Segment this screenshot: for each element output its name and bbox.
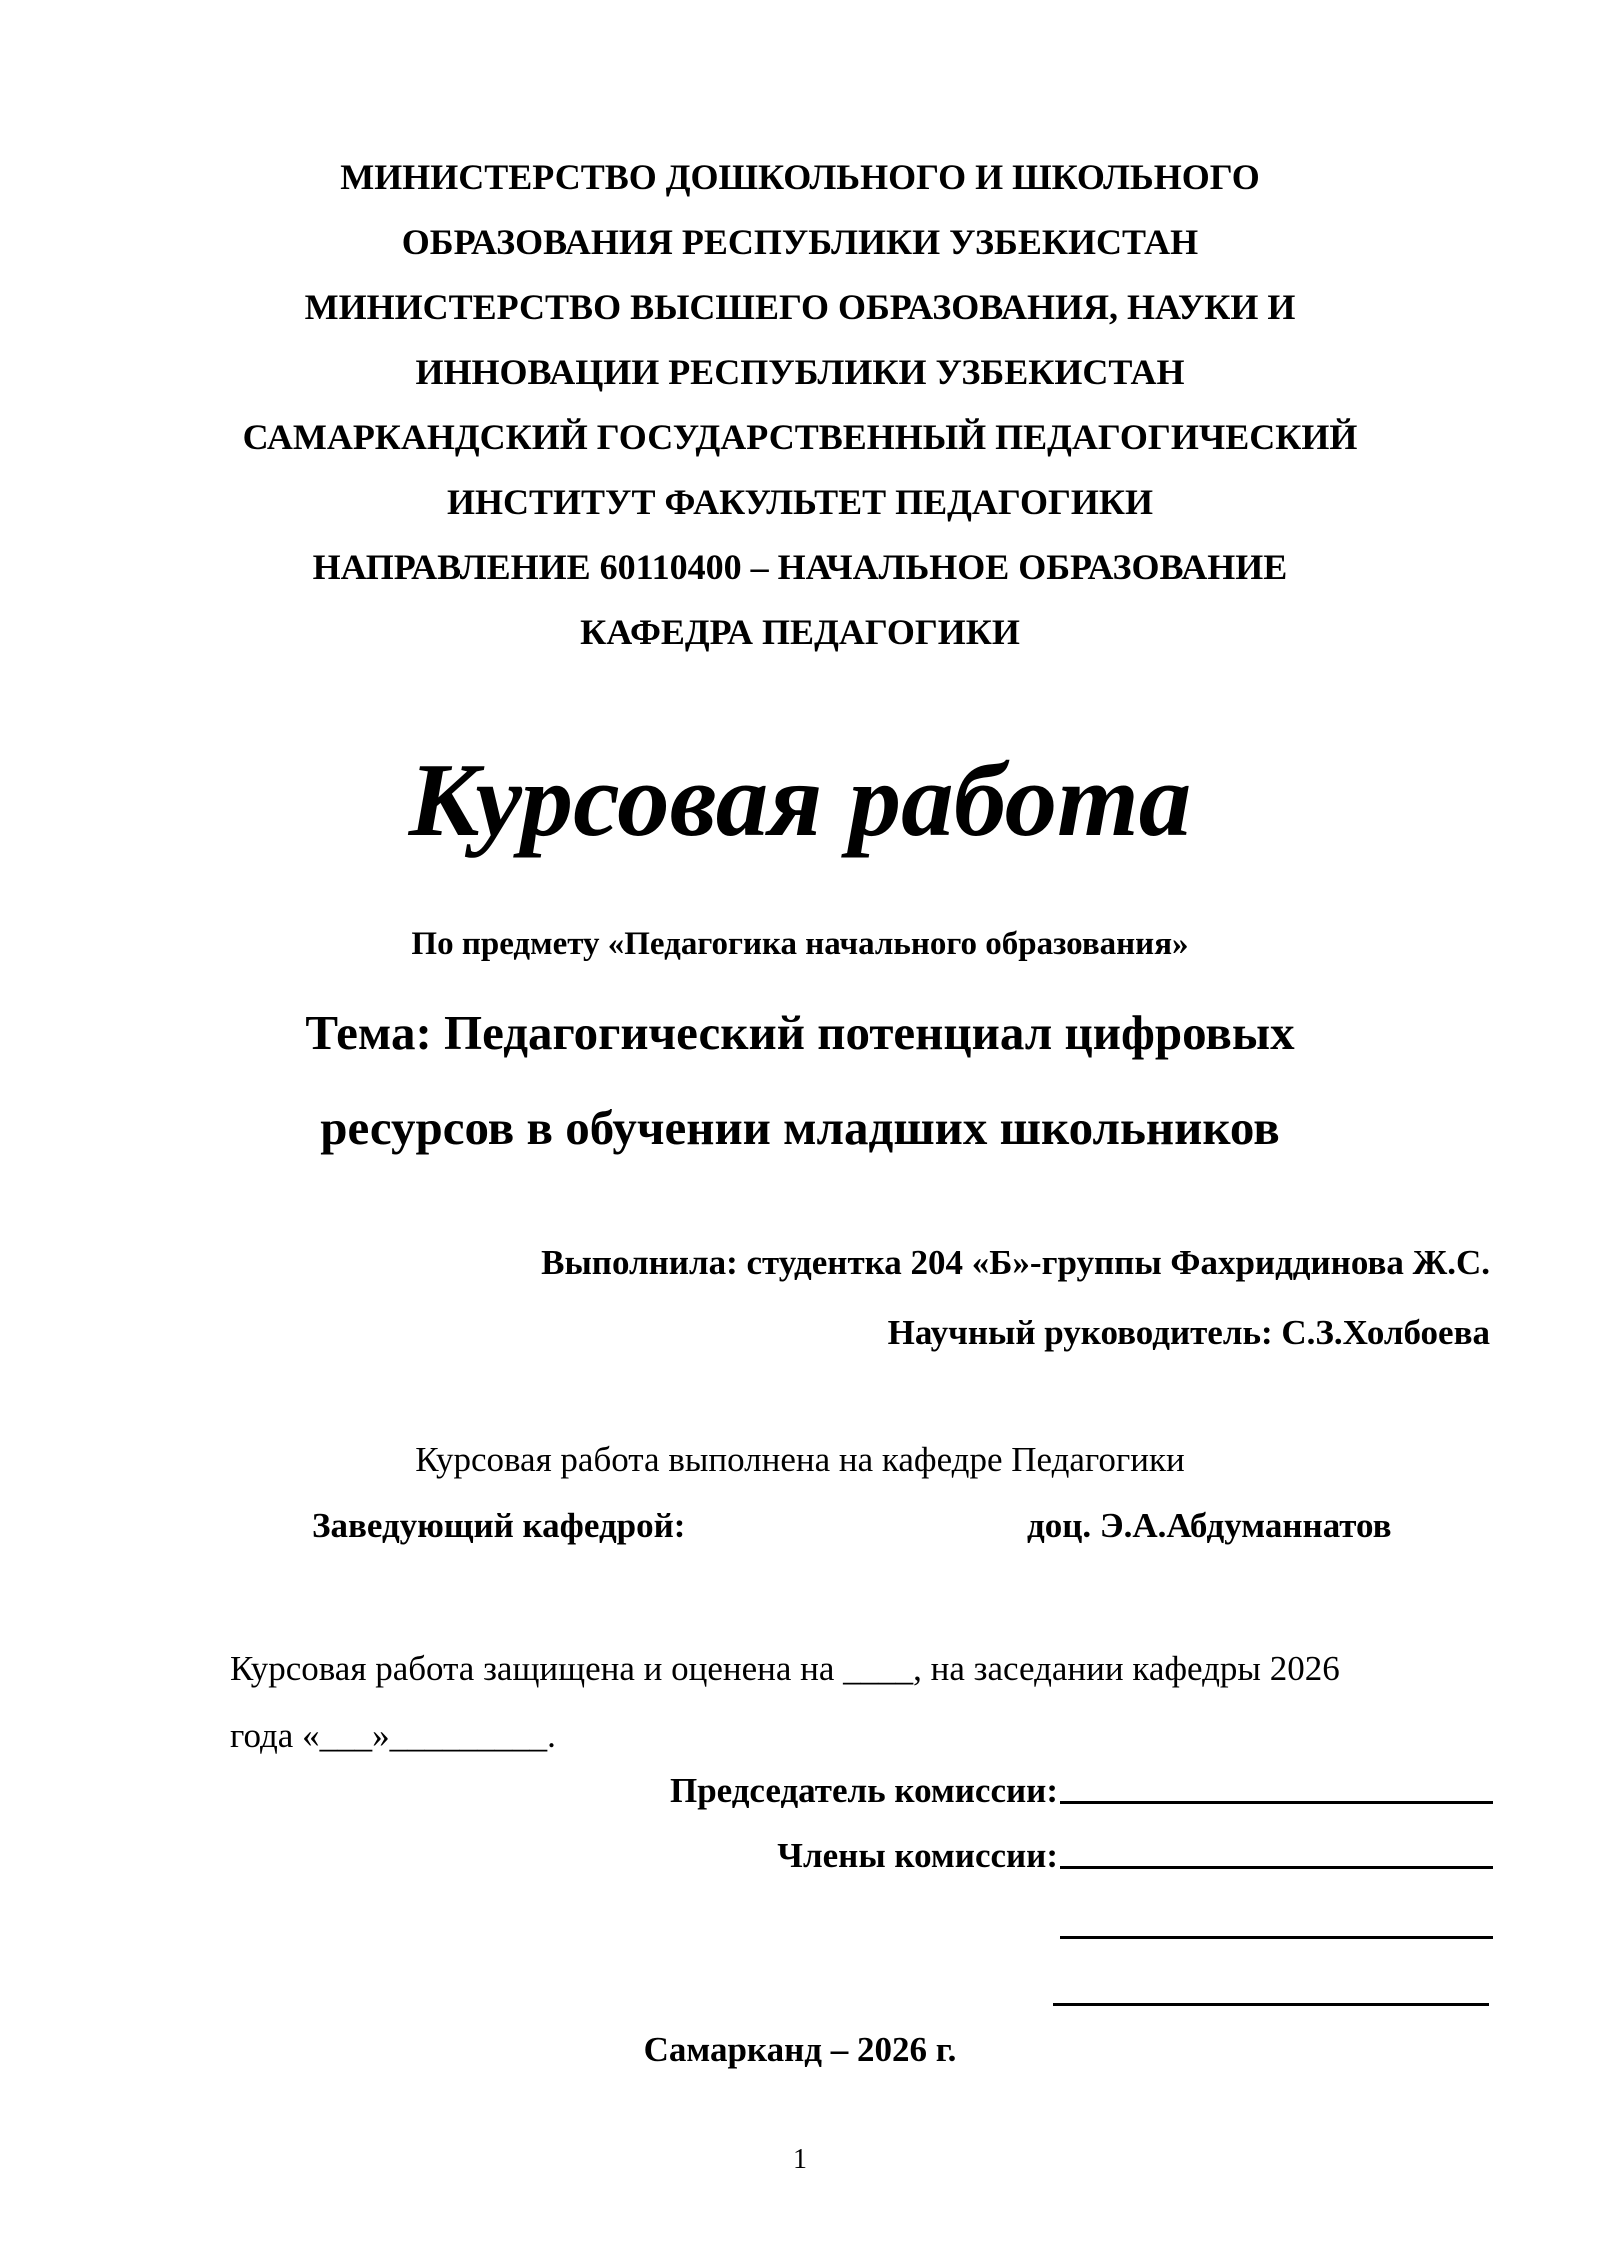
defense-line: Курсовая работа защищена и оценена на ____, на заседании кафедры 2026 — [230, 1649, 1340, 1688]
header-line: НАПРАВЛЕНИЕ 60110400 – НАЧАЛЬНОЕ ОБРАЗОВАНИЕ — [312, 547, 1288, 587]
defense-line: года «___»_________. — [230, 1716, 556, 1755]
scientific-advisor: Научный руководитель: С.З.Холбоева — [887, 1313, 1490, 1352]
department-note: Курсовая работа выполнена на кафедре Педагогики — [415, 1440, 1185, 1479]
commission-chair-label: Председатель комиссии: — [669, 1771, 1058, 1810]
topic-line: ресурсов в обучении младших школьников — [320, 1100, 1280, 1155]
chair-signature-line — [1060, 1801, 1493, 1804]
department-head-name: доц. Э.А.Абдуманнатов — [1027, 1506, 1392, 1545]
header-line: МИНИСТЕРСТВО ВЫСШЕГО ОБРАЗОВАНИЯ, НАУКИ И — [304, 287, 1296, 327]
subject-line: По предмету «Педагогика начального образования» — [411, 926, 1189, 962]
performed-by: Выполнила: студентка 204 «Б»-группы Фахриддинова Ж.С. — [541, 1243, 1490, 1282]
header-line: ИННОВАЦИИ РЕСПУБЛИКИ УЗБЕКИСТАН — [415, 352, 1185, 392]
defense-statement — [230, 1635, 1500, 1769]
header-line: МИНИСТЕРСТВО ДОШКОЛЬНОГО И ШКОЛЬНОГО — [340, 157, 1260, 197]
department-head-label: Заведующий кафедрой: — [312, 1506, 686, 1545]
page-number: 1 — [793, 2144, 807, 2175]
city-year: Самарканд – 2026 г. — [643, 2030, 957, 2069]
institution-header — [0, 145, 1600, 665]
members-signature-line — [1060, 1866, 1493, 1869]
document-title: Курсовая работа — [408, 741, 1192, 858]
member-signature-line — [1053, 2003, 1489, 2006]
header-line: КАФЕДРА ПЕДАГОГИКИ — [580, 612, 1020, 652]
member-signature-line — [1060, 1936, 1493, 1939]
header-line: САМАРКАНДСКИЙ ГОСУДАРСТВЕННЫЙ ПЕДАГОГИЧЕСКИЙ — [242, 417, 1358, 457]
commission-members-label: Члены комиссии: — [777, 1836, 1058, 1875]
header-line: ИНСТИТУТ ФАКУЛЬТЕТ ПЕДАГОГИКИ — [447, 482, 1153, 522]
topic-line: Тема: Педагогический потенциал цифровых — [305, 1005, 1295, 1060]
header-line: ОБРАЗОВАНИЯ РЕСПУБЛИКИ УЗБЕКИСТАН — [401, 222, 1199, 262]
topic-heading — [0, 985, 1600, 1175]
